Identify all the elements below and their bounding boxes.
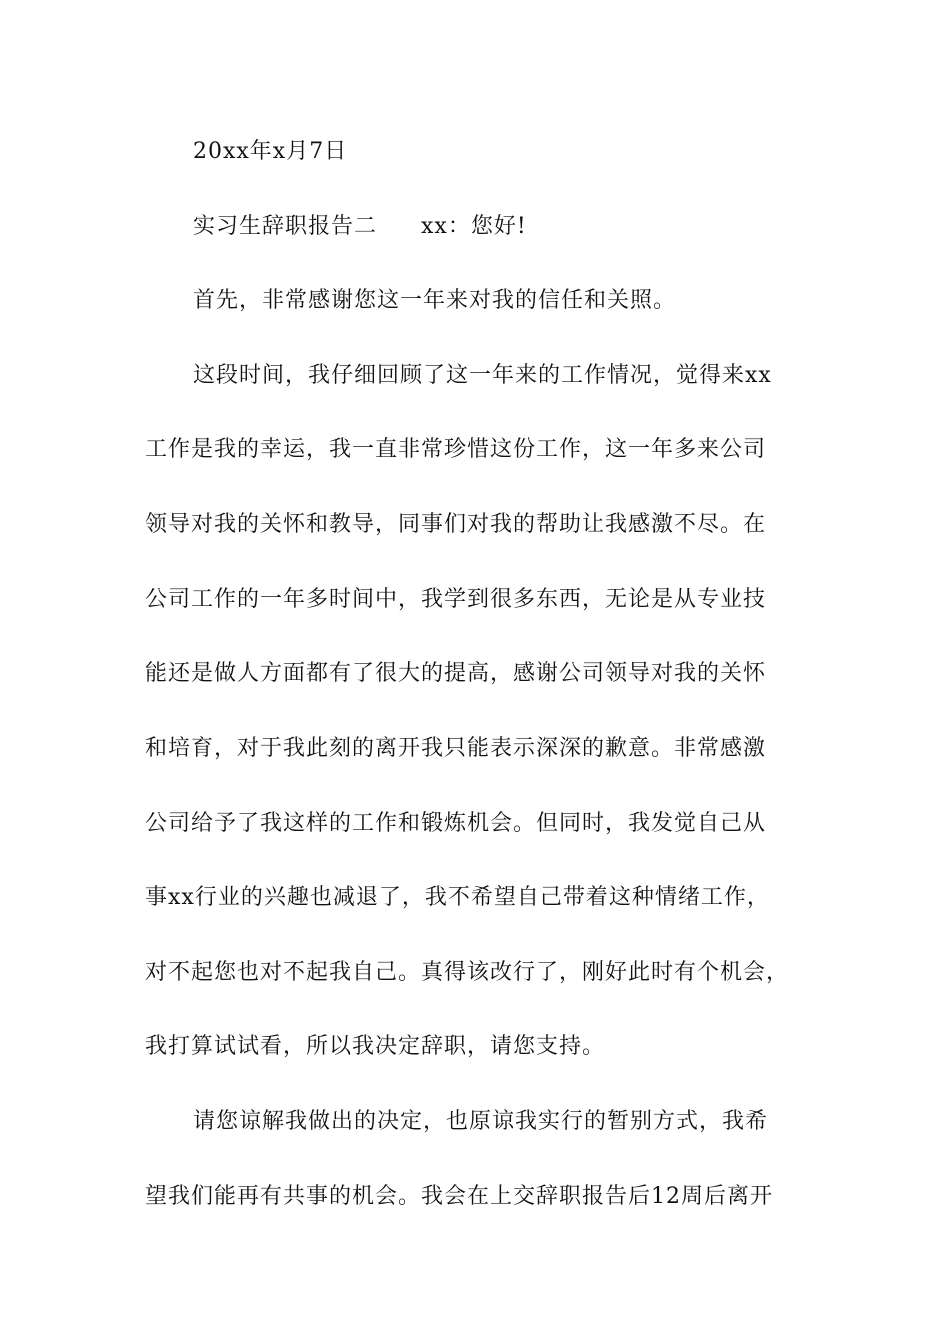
paragraph-line: 这段时间，我仔细回顾了这一年来的工作情况，觉得来xx [193, 363, 772, 388]
paragraph-line: 领导对我的关怀和教导，同事们对我的帮助让我感激不尽。在 [145, 512, 767, 537]
paragraph-line: 事xx行业的兴趣也减退了，我不希望自己带着这种情绪工作， [145, 885, 770, 910]
paragraph-line: 请您谅解我做出的决定，也原谅我实行的暂别方式，我希 [193, 1109, 769, 1134]
salutation: xx：您好! [421, 214, 527, 239]
paragraph-line: 对不起您也对不起我自己。真得该改行了，刚好此时有个机会， [145, 960, 790, 985]
paragraph-line: 我打算试试看，所以我决定辞职，请您支持。 [145, 1034, 606, 1059]
paragraph-line: 公司给予了我这样的工作和锻炼机会。但同时，我发觉自己从 [145, 811, 767, 836]
paragraph-line: 能还是做人方面都有了很大的提高，感谢公司领导对我的关怀 [145, 661, 767, 686]
paragraph-line: 公司工作的一年多时间中，我学到很多东西，无论是从专业技 [145, 587, 767, 612]
paragraph-line: 工作是我的幸运，我一直非常珍惜这份工作，这一年多来公司 [145, 437, 767, 462]
paragraph-line: 和培育，对于我此刻的离开我只能表示深深的歉意。非常感激 [145, 736, 767, 761]
date-line: 20xx年x月7日 [193, 139, 348, 164]
report-heading: 实习生辞职报告二 [193, 214, 378, 239]
paragraph-line: 望我们能再有共事的机会。我会在上交辞职报告后12周后离开 [145, 1184, 773, 1209]
heading-line [193, 211, 893, 243]
paragraph-line: 首先，非常感谢您这一年来对我的信任和关照。 [193, 288, 677, 313]
